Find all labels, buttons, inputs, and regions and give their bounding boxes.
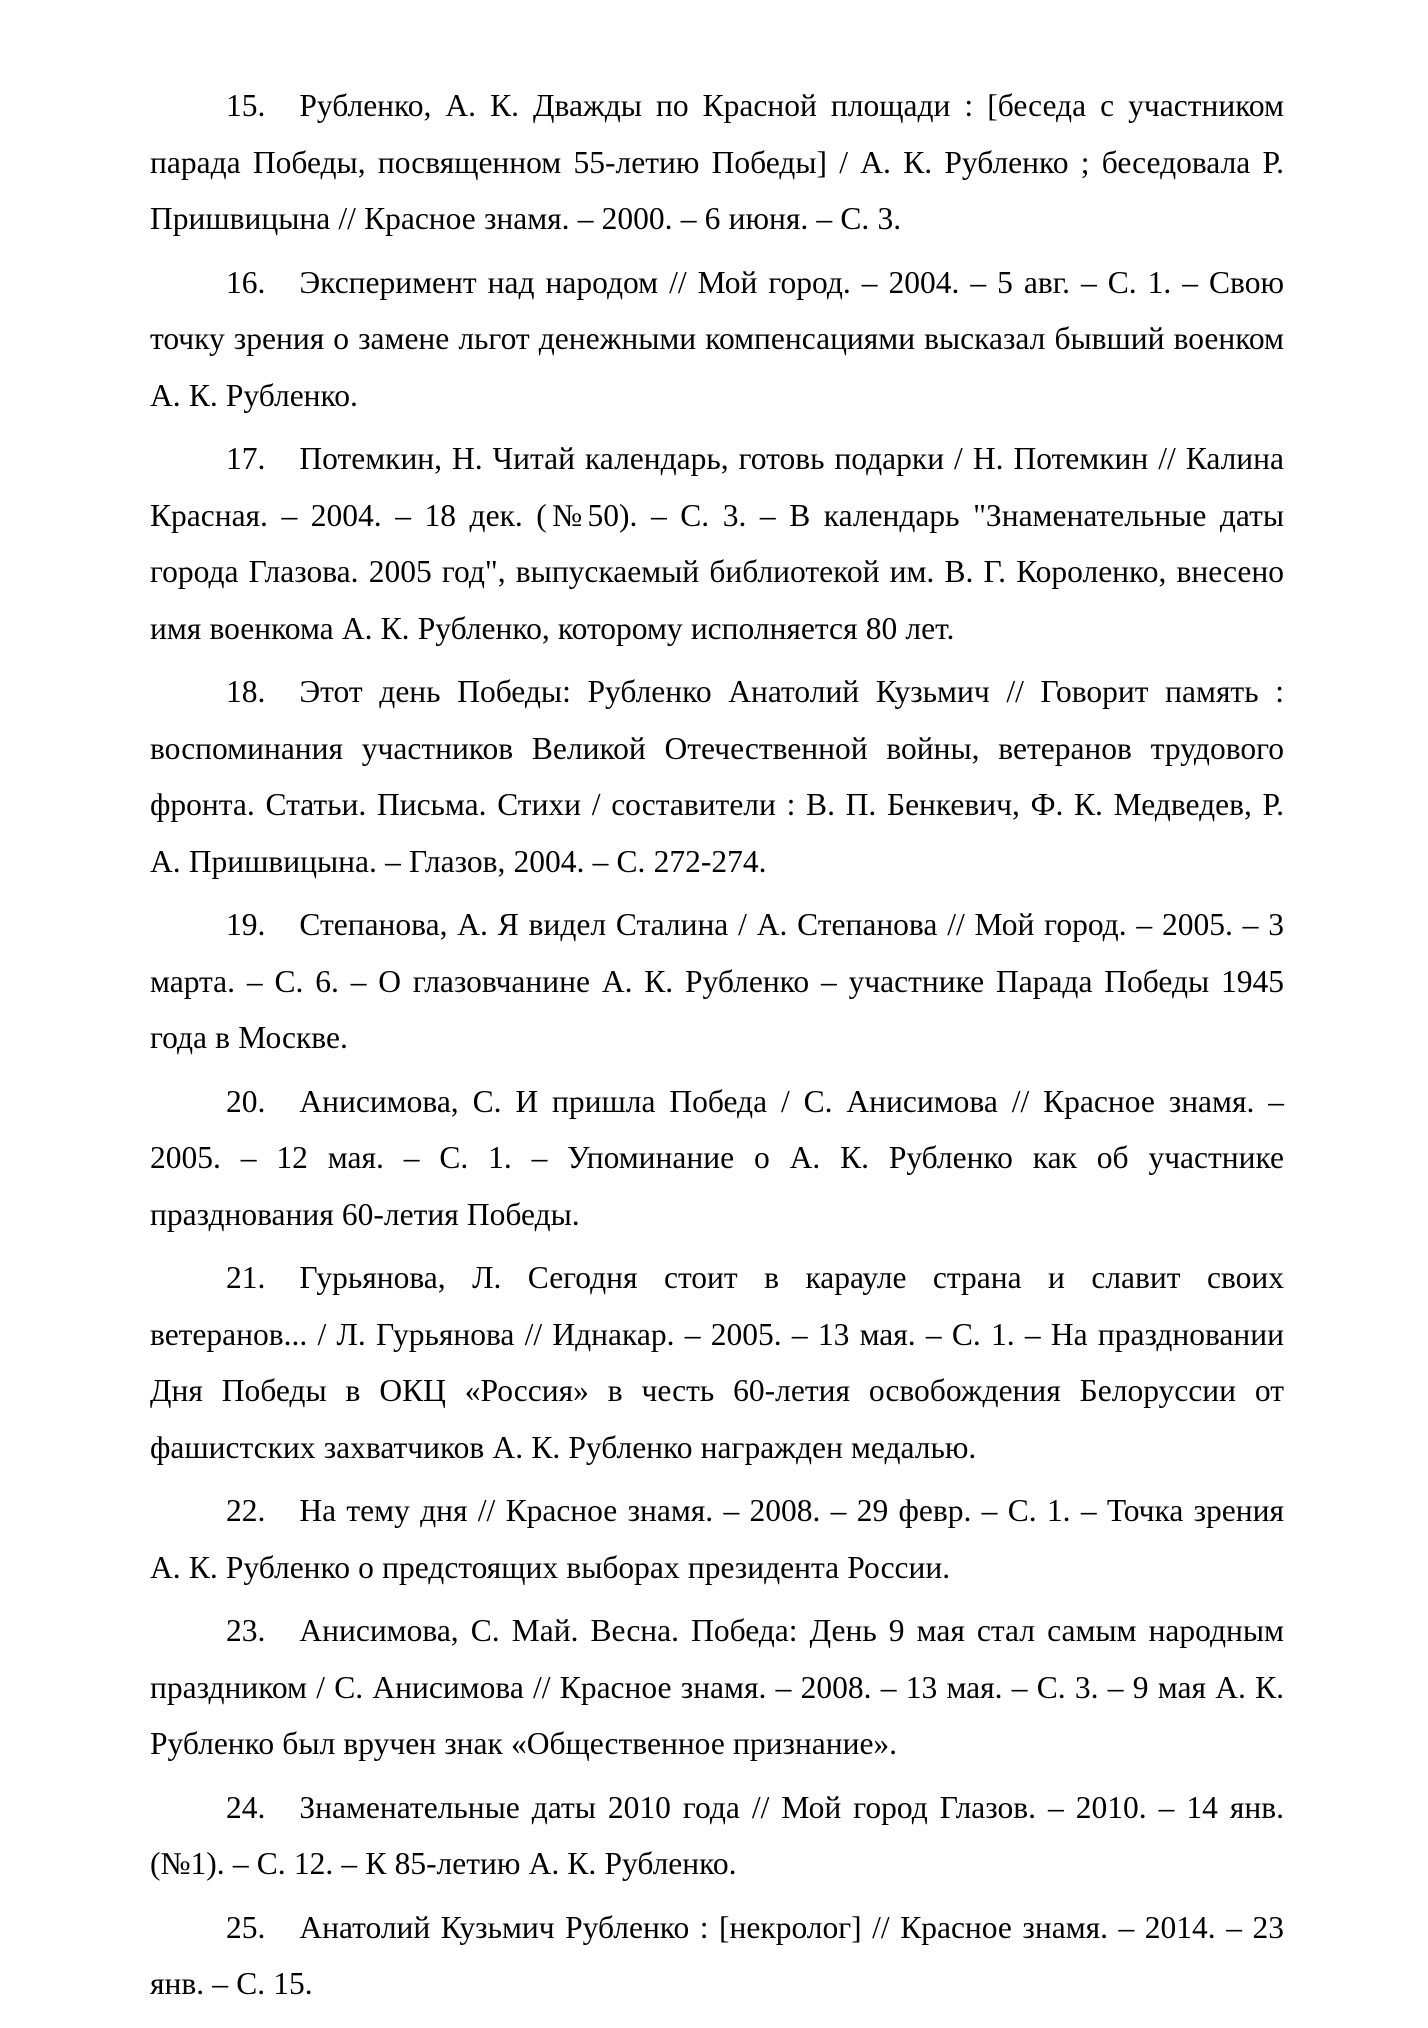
entry-number: 23.: [226, 1613, 266, 1648]
entry-text: Анисимова, С. И пришла Победа / С. Анисимова // Красное знамя. – 2005. – 12 мая. – С. 1. – Упоминание о А. К. Рубленко как об участнике празднования 60-летия Победы.: [150, 1083, 1284, 1232]
bibliography-entry: [150, 664, 1284, 890]
bibliography-entry: [150, 1483, 1284, 1596]
entry-text: Степанова, А. Я видел Сталина / А. Степанова // Мой город. – 2005. – 3 марта. – С. 6. – О глазовчанине А. К. Рубленко – участнике Парада Победы 1945 года в Москве.: [150, 907, 1284, 1055]
entry-text: Этот день Победы: Рубленко Анатолий Кузьмич // Говорит память : воспоминания участников Великой Отечественной войны, ветеранов трудового фронта. Статьи. Письма. Стихи / составители : В. П. Бенкевич, Ф. К. Медведев, Р. А. Пришвицына. – Глазов, 2004. – С. 272-274.: [150, 674, 1284, 879]
entry-text: Эксперимент над народом // Мой город. – 2004. – 5 авг. – С. 1. – Свою точку зрения о замене льгот денежными компенсациями высказал бывший военком А. К. Рубленко.: [150, 264, 1284, 413]
entry-number: 17.: [226, 441, 266, 476]
bibliography-entry: [150, 1900, 1284, 2013]
entry-number: 16.: [226, 264, 266, 300]
bibliography-entry: [150, 78, 1284, 248]
entry-number: 22.: [226, 1493, 266, 1528]
entry-text: Анисимова, С. Май. Весна. Победа: День 9 мая стал самым народным праздником / С. Анисимова // Красное знамя. – 2008. – 13 мая. – С. 3. – 9 мая А. К. Рубленко был вручен знак «Общественное признание».: [150, 1613, 1284, 1761]
bibliography-entry: [150, 897, 1284, 1067]
entry-number: 25.: [226, 1909, 266, 1945]
entry-number: 18.: [226, 674, 266, 709]
entry-number: 20.: [226, 1083, 266, 1119]
bibliography-entry: [150, 1603, 1284, 1773]
bibliography-entry: [150, 431, 1284, 657]
entry-text: Рубленко, А. К. Дважды по Красной площади : [беседа с участником парада Победы, посвященном 55-летию Победы] / А. К. Рубленко ; беседовала Р. Пришвицына // Красное знамя. – 2000. – 6 июня. – С. 3.: [150, 88, 1284, 236]
bibliography-list: [150, 78, 1284, 2020]
entry-text: На тему дня // Красное знамя. – 2008. – 29 февр. – С. 1. – Точка зрения А. К. Рубленко о предстоящих выборах президента России.: [150, 1493, 1284, 1585]
bibliography-entry: [150, 1780, 1284, 1893]
entry-number: 21.: [226, 1260, 266, 1295]
entry-number: 19.: [226, 907, 266, 942]
entry-text: Знаменательные даты 2010 года // Мой город Глазов. – 2010. – 14 янв. (№1). – С. 12. – К 85-летию А. К. Рубленко.: [150, 1789, 1284, 1881]
entry-number: 15.: [226, 88, 266, 123]
entry-text: Анатолий Кузьмич Рубленко : [некролог] // Красное знамя. – 2014. – 23 янв. – С. 15.: [150, 1909, 1284, 2001]
bibliography-entry: [150, 255, 1284, 425]
entry-text: Потемкин, Н. Читай календарь, готовь подарки / Н. Потемкин // Калина Красная. – 2004. – 18 дек. (№50). – С. 3. – В календарь "Знаменательные даты города Глазова. 2005 год", выпускаемый библиотекой им. В. Г. Короленко, внесено имя военкома А. К. Рубленко, которому исполняется 80 лет.: [150, 441, 1284, 646]
entry-text: Гурьянова, Л. Сегодня стоит в карауле страна и славит своих ветеранов... / Л. Гурьянова // Иднакар. – 2005. – 13 мая. – С. 1. – На праздновании Дня Победы в ОКЦ «Россия» в честь 60-летия освобождения Белоруссии от фашистских захватчиков А. К. Рубленко награжден медалью.: [150, 1260, 1284, 1465]
bibliography-entry: [150, 1074, 1284, 1244]
bibliography-entry: [150, 1250, 1284, 1476]
entry-number: 24.: [226, 1789, 266, 1825]
